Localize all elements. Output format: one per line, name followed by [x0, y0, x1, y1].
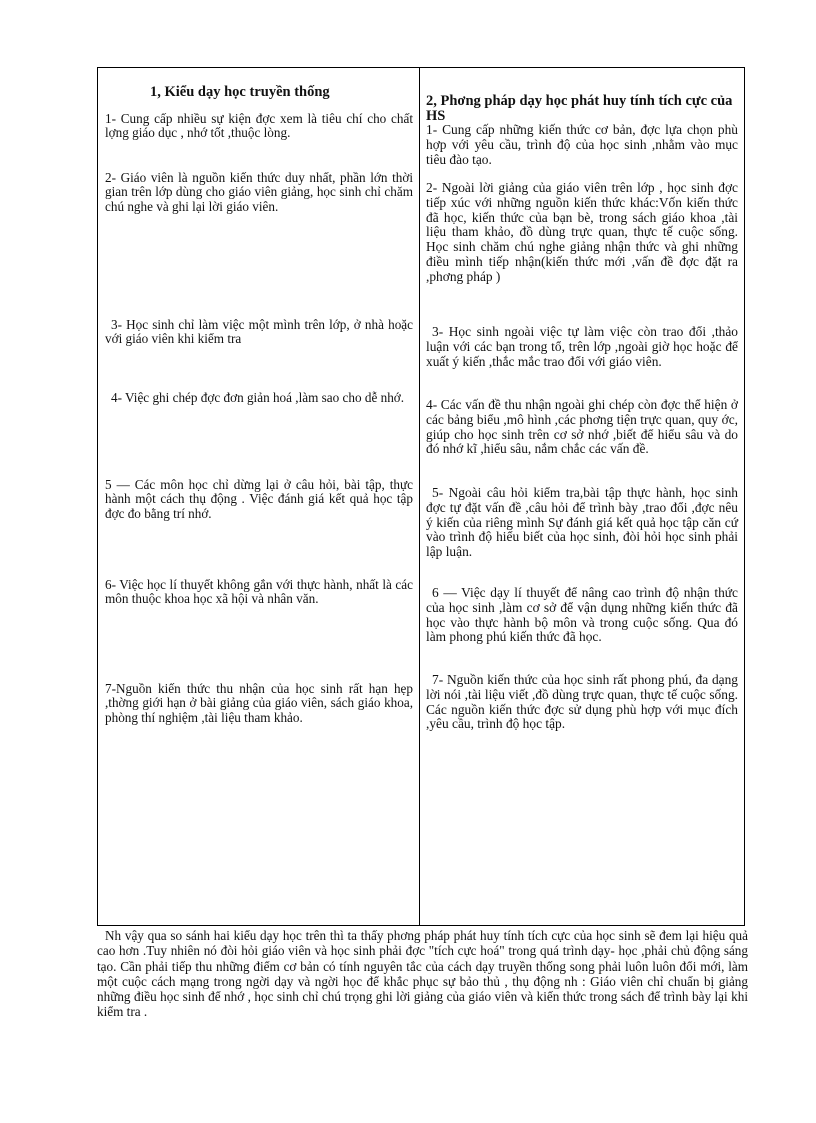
traditional-item-2: 2- Giáo viên là nguồn kiến thức duy nhất, phần lớn thời gian trên lớp dùng cho giáo viên giảng, học sinh chỉ chăm chú nghe và ghi lại lời giáo viên. [105, 170, 413, 214]
traditional-item-6: 6- Việc học lí thuyết không gắn với thực hành, nhất là các môn thuộc khoa học xã hội và nhân văn. [105, 577, 413, 607]
active-item-1: 1- Cung cấp những kiến thức cơ bản, đợc lựa chọn phù hợp với yêu cầu, trình độ của học sinh ,nhằm vào mục tiêu đào tạo. [426, 122, 738, 167]
traditional-item-7: 7-Nguồn kiến thức thu nhận của học sinh rất hạn hẹp ,thờng giới hạn ở bài giảng của giáo viên, sách giáo khoa, phòng thí nghiệm ,tài liệu tham khảo. [105, 681, 413, 725]
active-heading: 2, Phơng pháp dạy học phát huy tính tích cực của HS [426, 93, 733, 124]
active-item-5: 5- Ngoài câu hỏi kiểm tra,bài tập thực hành, học sinh đợc tự đặt vấn đề ,câu hỏi để trình bày ,trao đổi ,đợc nêu ý kiến của riêng mình Sự đánh giá kết quả học tập căn cứ vào trình độ hiểu biết của học sinh, đòi hỏi học sinh phải lập luận. [426, 485, 738, 560]
comparison-table [97, 67, 745, 926]
active-item-2: 2- Ngoài lời giảng của giáo viên trên lớp , học sinh đợc tiếp xúc với những nguồn kiến thức khác:Vốn kiến thức đã học, kiến thức của bạn bè, trong sách giáo khoa ,tài liệu tham khảo, đồ dùng trực quan, thực tế cuộc sống. Học sinh chăm chú nghe giảng nhận thức và ghi những điều mình tiếp nhận(kiến thức mới ,vấn đề đợc đặt ra ,phơng pháp ) [426, 180, 738, 284]
conclusion-paragraph: Nh vậy qua so sánh hai kiểu dạy học trên thì ta thấy phơng pháp phát huy tính tích cực của học sinh sẽ đem lại hiệu quả cao hơn .Tuy nhiên nó đòi hỏi giáo viên và học sinh phải đợc "tích cực hoá" trong quá trình dạy- học ,phải chủ động sáng tạo. Cần phải tiếp thu những điểm cơ bản có tính nguyên tắc của cách dạy truyền thống song phải luôn luôn đổi mới, làm một cuộc cách mạng trong ngời dạy và ngời học để khắc phục sự bảo thủ , thụ động nh : Giáo viên chỉ chuẩn bị giảng những điều học sinh để nhớ , học sinh chỉ chú trọng ghi lời giảng của giáo viên và kiến thức trong sách để trình bày lại khi kiểm tra . [97, 928, 748, 1020]
traditional-item-3: 3- Học sinh chỉ làm việc một mình trên lớp, ở nhà hoặc với giáo viên khi kiểm tra [105, 317, 413, 347]
traditional-heading: 1, Kiểu dạy học truyền thống [150, 84, 330, 100]
traditional-item-4: 4- Việc ghi chép đợc đơn giản hoá ,làm sao cho dễ nhớ. [111, 390, 405, 405]
active-item-4: 4- Các vấn đề thu nhận ngoài ghi chép còn đợc thể hiện ở các bảng biểu ,mô hình ,các phơng tiện trực quan, quy ớc, giúp cho học sinh trên cơ sở nhớ ,biết để hiểu sâu và do đó nhớ kĩ ,hiểu sâu, nắm chắc các vấn đề. [426, 397, 738, 457]
column-divider [419, 68, 420, 925]
active-item-3: 3- Học sinh ngoài việc tự làm việc còn trao đổi ,thảo luận với các bạn trong tổ, trên lớp ,ngoài giờ học hoặc để xuất ý kiến ,thắc mắc trao đổi với giáo viên. [426, 324, 738, 369]
traditional-item-1: 1- Cung cấp nhiều sự kiện đợc xem là tiêu chí cho chất lợng giáo dục , nhớ tốt ,thuộc lòng. [105, 111, 413, 141]
active-item-6: 6 — Việc dạy lí thuyết để nâng cao trình độ nhận thức của học sinh ,làm cơ sở để vận dụng những kiến thức đã học vào thực hành bộ môn và trong cuộc sống. Qua đó làm phong phú kiến thức đã học. [426, 585, 738, 645]
traditional-item-5: 5 — Các môn học chỉ dừng lại ở câu hỏi, bài tập, thực hành một cách thụ động . Việc đánh giá kết quả học tập đợc đo bằng trí nhớ. [105, 477, 413, 521]
active-item-7: 7- Nguồn kiến thức của học sinh rất phong phú, đa dạng lời nói ,tài liệu viết ,đồ dùng trực quan, thực tế cuộc sống. Các nguồn kiến thức đợc sử dụng phù hợp với mục đích ,yêu cầu, trình độ học tập. [426, 672, 738, 732]
